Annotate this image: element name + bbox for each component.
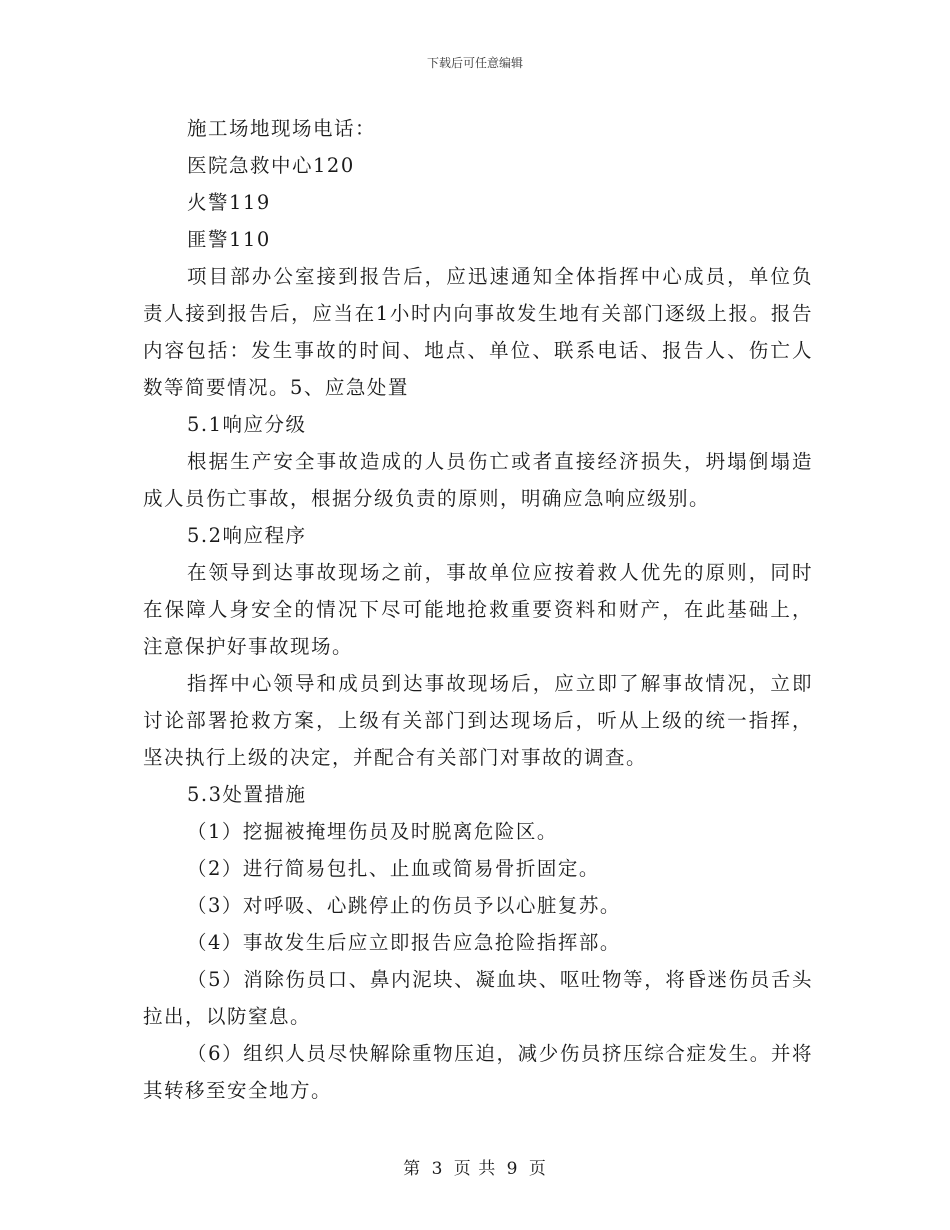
page-footer [0, 1154, 950, 1179]
list-item: （6）组织人员尽快解除重物压迫，减少伤员挤压综合症发生。并将其转移至安全地方。 [143, 1042, 813, 1102]
footer-middle: 页 共 [453, 1159, 497, 1179]
list-item: （2）进行简易包扎、止血或简易骨折固定。 [187, 857, 600, 880]
list-item: （4）事故发生后应立即报告应急抢险指挥部。 [187, 931, 621, 954]
section-heading-5-1: 5.1响应分级 [187, 413, 307, 436]
list-item: （3）对呼吸、心跳停止的伤员予以心脏复苏。 [187, 894, 621, 917]
paragraph-police-phone: 匪警110 [187, 228, 271, 251]
footer-current-page: 3 [431, 1159, 444, 1179]
section-heading-5-3: 5.3处置措施 [187, 783, 307, 806]
paragraph-site-phone: 施工场地现场电话： [187, 117, 377, 140]
paragraph-response-level: 根据生产安全事故造成的人员伤亡或者直接经济损失，坍塌倒塌造成人员伤亡事故，根据分级负责的原则，明确应急响应级别。 [143, 450, 813, 510]
paragraph-report-procedure: 项目部办公室接到报告后，应迅速通知全体指挥中心成员，单位负责人接到报告后，应当在1小时内向事故发生地有关部门逐级上报。报告内容包括：发生事故的时间、地点、单位、联系电话、报告人、伤亡人数等简要情况。5、应急处置 [143, 265, 813, 399]
page-header-note: 下载后可任意编辑 [426, 56, 523, 70]
list-item: （5）消除伤员口、鼻内泥块、凝血块、呕吐物等，将昏迷伤员舌头拉出，以防窒息。 [143, 968, 813, 1028]
paragraph-after-arrival: 指挥中心领导和成员到达事故现场后，应立即了解事故情况，立即讨论部署抢救方案，上级有关部门到达现场后，听从上级的统一指挥，坚决执行上级的决定，并配合有关部门对事故的调查。 [143, 672, 813, 769]
document-body [143, 110, 813, 1109]
list-item: （1）挖掘被掩埋伤员及时脱离危险区。 [187, 820, 558, 843]
footer-prefix: 第 [403, 1159, 422, 1179]
section-heading-5-2: 5.2响应程序 [187, 524, 307, 547]
footer-suffix: 页 [528, 1159, 547, 1179]
footer-total-pages: 9 [506, 1159, 519, 1179]
paragraph-hospital-phone: 医院急救中心120 [187, 154, 355, 177]
paragraph-fire-phone: 火警119 [187, 191, 271, 214]
paragraph-before-arrival: 在领导到达事故现场之前，事故单位应按着救人优先的原则，同时在保障人身安全的情况下尽可能地抢救重要资料和财产，在此基础上，注意保护好事故现场。 [143, 561, 813, 658]
